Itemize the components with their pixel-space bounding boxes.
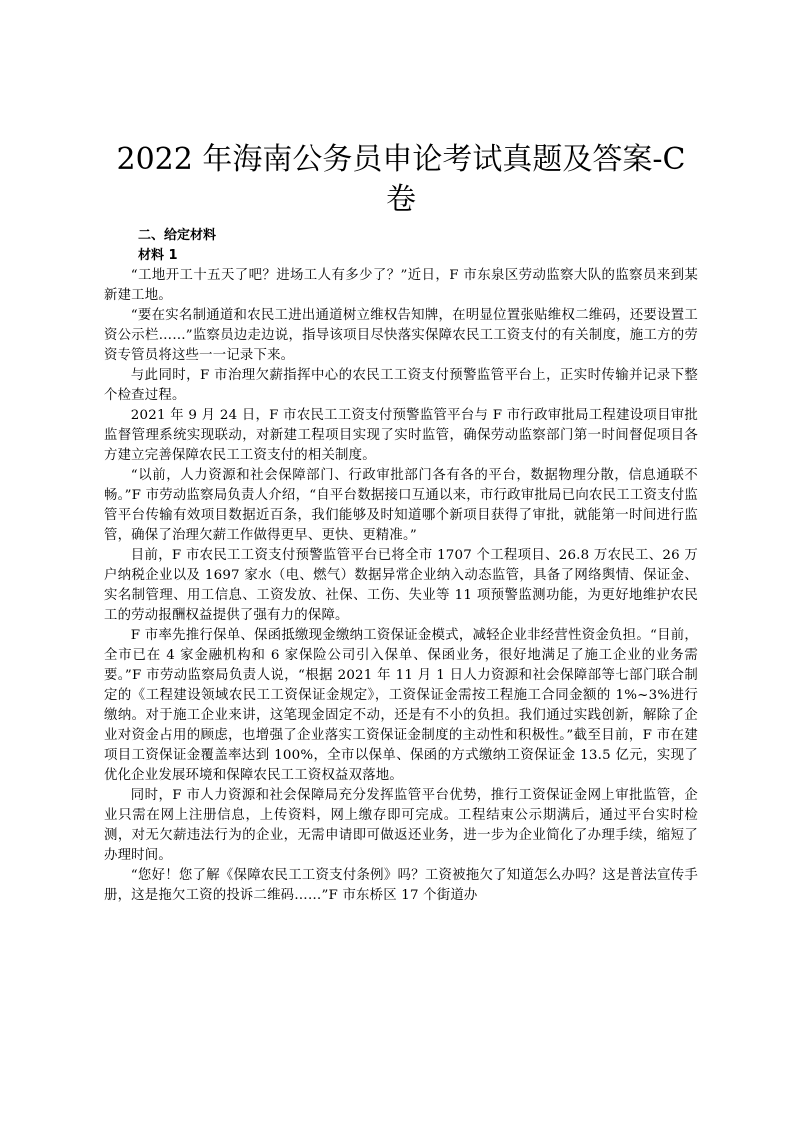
paragraph: 与此同时，F 市治理欠薪指挥中心的农民工工资支付预警监管平台上，正实时传输并记录下整个检查过程。 [104,368,698,403]
title-line-2: 卷 [386,182,416,217]
paragraph: “要在实名制通道和农民工进出通道树立维权告知牌，在明显位置张贴维权二维码，还要设置工资公示栏……”监察员边走边说，指导该项目尽快落实保障农民工工资支付的有关制度，施工方的劳资专管员将这些一一记录下来。 [104,308,698,363]
paragraph: 目前，F 市农民工工资支付预警监管平台已将全市 1707 个工程项目、26.8 万农民工、26 万户纳税企业以及 1697 家水（电、燃气）数据异常企业纳入动态监管，具备了网络舆情、保证金、实名制管理、用工信息、工资发放、社保、工伤、失业等 11 项预警监测功能，为更好地维护农民工的劳动报酬权益提供了强有力的保障。 [104,548,698,623]
paragraph: “您好！您了解《保障农民工工资支付条例》吗？工资被拖欠了知道怎么办吗？这是普法宣传手册，这是拖欠工资的投诉二维码……”F 市东桥区 17 个街道办 [104,868,698,903]
title-line-1: 2022 年海南公务员申论考试真题及答案-C [116,142,686,177]
paragraph: “工地开工十五天了吧？进场工人有多少了？”近日，F 市东泉区劳动监察大队的监察员来到某新建工地。 [104,268,698,303]
document-page [104,140,698,906]
paragraph: 同时，F 市人力资源和社会保障局充分发挥监管平台优势，推行工资保证金网上审批监管，企业只需在网上注册信息，上传资料，网上缴存即可完成。工程结束公示期满后，通过平台实时检测，对无欠薪违法行为的企业，无需申请即可做返还业务，进一步为企业简化了办理手续，缩短了办理时间。 [104,788,698,863]
paragraph: “以前，人力资源和社会保障部门、行政审批部门各有各的平台，数据物理分散，信息通联不畅。”F 市劳动监察局负责人介绍，“自平台数据接口互通以来，市行政审批局已向农民工工资支付监管平台传输有效项目数据近百条，我们能够及时知道哪个新项目获得了审批，就能第一时间进行监管，确保了治理欠薪工作做得更早、更快、更精准。” [104,468,698,543]
material-heading: 材料 1 [138,248,178,263]
section-heading: 二、给定材料 [138,228,217,243]
paragraph: 2021 年 9 月 24 日，F 市农民工工资支付预警监管平台与 F 市行政审批局工程建设项目审批监督管理系统实现联动，对新建工程项目实现了实时监管，确保劳动监察部门第一时间督促项目各方建立完善保障农民工工资支付的相关制度。 [104,408,698,463]
document-title [104,140,698,220]
paragraph: F 市率先推行保单、保函抵缴现金缴纳工资保证金模式，减轻企业非经营性资金负担。“目前，全市已在 4 家金融机构和 6 家保险公司引入保单、保函业务，很好地满足了施工企业的业务需要。”F 市劳动监察局负责人说，“根据 2021 年 11 月 1 日人力资源和社会保障部等七部门联合制定的《工程建设领域农民工工资保证金规定》，工资保证金需按工程施工合同金额的 1%~3%进行缴纳。对于施工企业来讲，这笔现金固定不动，还是有不小的负担。我们通过实践创新，解除了企业对资金占用的顾虑，也增强了企业落实工资保证金制度的主动性和积极性。”截至目前，F 市在建项目工资保证金覆盖率达到 100%，全市以保单、保函的方式缴纳工资保证金 13.5 亿元，实现了优化企业发展环境和保障农民工工资权益双落地。 [104,628,698,783]
